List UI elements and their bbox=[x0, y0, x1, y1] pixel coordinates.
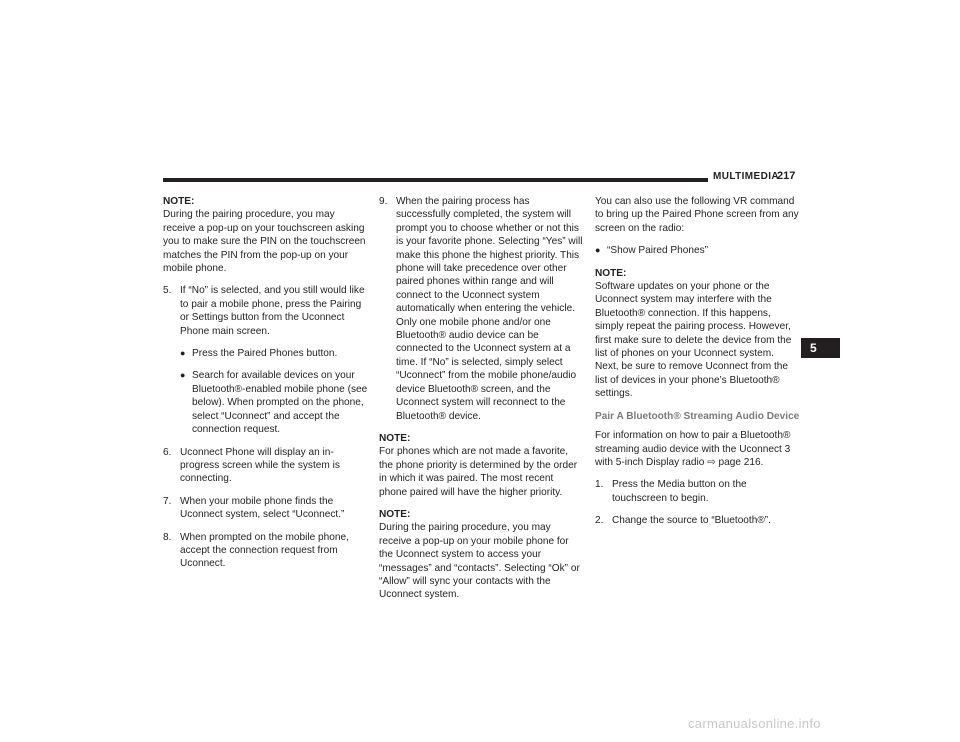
note-text: Software updates on your phone or the Uconnect system may interfere with the Bluetooth® connection. If this happens, simply repeat the pairing process. However, first make sure to delete the device from the list of phones on your Uconnect system. Next, be sure to remove Uconnect from the list of devices in your phone’s Bluetooth® settings. bbox=[595, 281, 792, 400]
bullet-icon: ● bbox=[180, 370, 186, 381]
step-5 bbox=[163, 284, 368, 338]
note-text: For phones which are not made a favorite, the phone priority is determined by the order in which it was paired. The most recent phone paired will have the higher priority. bbox=[379, 446, 578, 498]
paragraph bbox=[595, 429, 800, 469]
subheading: Pair A Bluetooth® Streaming Audio Device bbox=[595, 410, 800, 422]
step-number: 6. bbox=[163, 446, 172, 458]
step-text: When the pairing process has successfully completed, the system will prompt you to choose whether or not this is your favorite phone. Selecting “Yes” will make this phone the highest priority. This phone will take precedence over other paired phones within range and will connect to the Uconnect system automatically when entering the vehicle. Only one mobile phone and/or one Bluetooth® audio device can be connected to the Uconnect system at a time. If “No” is selected, simply select “Uconnect” from the mobile phone/audio device Bluetooth® screen, and the Uconnect system will reconnect to the Bluetooth® device. bbox=[396, 196, 583, 422]
step-2 bbox=[595, 514, 800, 527]
paragraph-text: For information on how to pair a Bluetooth® streaming audio device with the Uconnect 3 with 5-inch Display radio bbox=[595, 430, 791, 468]
bullet-icon: ● bbox=[180, 348, 186, 359]
step-number: 1. bbox=[595, 479, 604, 491]
note-label: NOTE: bbox=[379, 508, 411, 520]
step-number: 5. bbox=[163, 285, 172, 297]
list-item bbox=[180, 369, 368, 436]
column-1 bbox=[163, 195, 368, 580]
step-number: 2. bbox=[595, 515, 604, 527]
list-item bbox=[595, 244, 800, 257]
note-label: NOTE: bbox=[379, 432, 411, 444]
chapter-tab: 5 bbox=[801, 338, 840, 358]
cross-reference-link[interactable]: page 216. bbox=[718, 456, 764, 468]
step-text: Press the Media button on the touchscreen to begin. bbox=[612, 479, 747, 504]
note-text: During the pairing procedure, you may receive a pop-up on your touchscreen asking you to make sure the PIN on the touchscreen matches the PIN from the pop-up on your mobile phone. bbox=[163, 209, 366, 275]
section-title: MULTIMEDIA bbox=[713, 171, 780, 182]
watermark: carmanualsonline.info bbox=[688, 716, 821, 731]
bullet-icon: ● bbox=[595, 245, 601, 256]
bullet-text: “Show Paired Phones” bbox=[607, 245, 708, 257]
intro-text: You can also use the following VR command to bring up the Paired Phone screen from any screen on the radio: bbox=[595, 196, 799, 234]
cross-reference-arrow-icon: ⇨ bbox=[707, 456, 716, 468]
step-text: Change the source to “Bluetooth®”. bbox=[612, 515, 771, 527]
header-rule bbox=[163, 178, 708, 182]
step-text: If “No” is selected, and you still would like to pair a mobile phone, press the Pairing or Settings button from the Uconnect Phone main screen. bbox=[180, 285, 365, 337]
step-number: 7. bbox=[163, 495, 172, 507]
step-6 bbox=[163, 446, 368, 486]
step-number: 8. bbox=[163, 531, 172, 543]
bullet-text: Search for available devices on your Bluetooth®-enabled mobile phone (see below). When prompted on the phone, select “Uconnect” and accept the connection request. bbox=[192, 370, 368, 436]
step-1 bbox=[595, 478, 800, 505]
step-number: 9. bbox=[379, 196, 388, 207]
list-item bbox=[180, 347, 368, 360]
step-9 bbox=[379, 195, 584, 423]
step-text: Uconnect Phone will display an in-progress screen while the system is connecting. bbox=[180, 446, 340, 485]
column-3 bbox=[595, 195, 800, 537]
note-label: NOTE: bbox=[163, 196, 195, 207]
step-7 bbox=[163, 495, 368, 522]
note-label: NOTE: bbox=[595, 267, 627, 279]
bullet-text: Press the Paired Phones button. bbox=[192, 348, 338, 360]
step-text: When your mobile phone finds the Uconnect system, select “Uconnect.” bbox=[180, 495, 345, 521]
column-2 bbox=[379, 195, 584, 611]
step-8 bbox=[163, 531, 368, 571]
note-text: During the pairing procedure, you may receive a pop-up on your mobile phone for the Uconnect system to access your “messages” and “contacts”. Selecting “Ok” or “Allow” will sync your contacts with the Uconnect system. bbox=[379, 522, 580, 601]
page-number: 217 bbox=[777, 170, 796, 182]
step-text: When prompted on the mobile phone, accept the connection request from Uconnect. bbox=[180, 531, 349, 570]
